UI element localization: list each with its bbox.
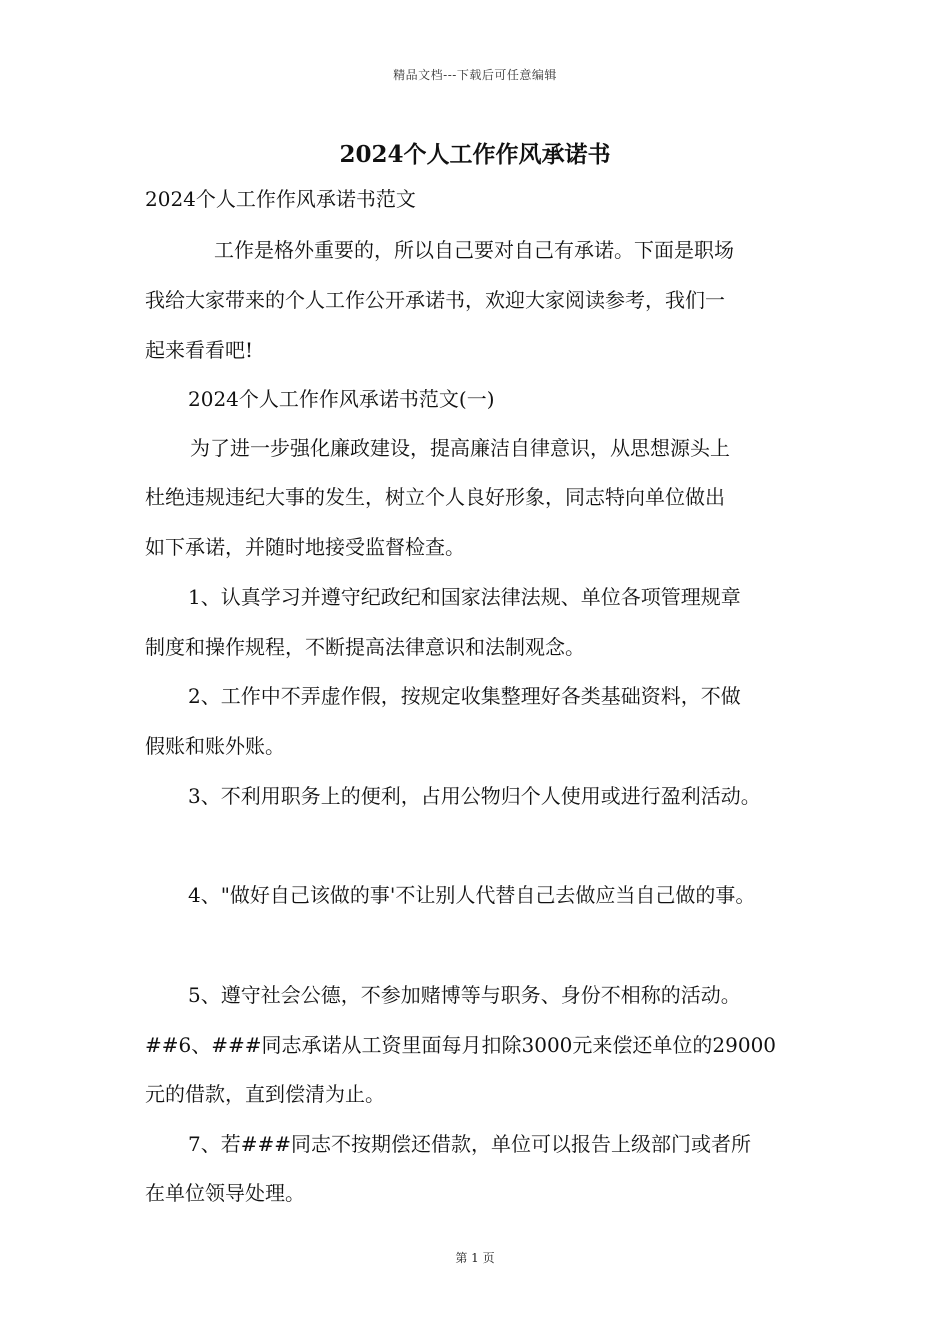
body-line: 假账和账外账。	[145, 734, 285, 758]
body-line: 1、认真学习并遵守纪政纪和国家法律法规、单位各项管理规章	[188, 585, 741, 609]
body-line: 为了进一步强化廉政建设，提高廉洁自律意识，从思想源头上	[190, 436, 730, 460]
body-line: 我给大家带来的个人工作公开承诺书，欢迎大家阅读参考，我们一	[145, 288, 725, 312]
body-line: 4、"做好自己该做的事'不让别人代替自己去做应当自己做的事。	[188, 883, 756, 907]
body-line: 杜绝违规违纪大事的发生，树立个人良好形象，同志特向单位做出	[145, 485, 725, 509]
body-line: 2024个人工作作风承诺书范文	[145, 187, 416, 211]
body-line: 元的借款，直到偿清为止。	[145, 1082, 385, 1106]
body-line: 7、若###同志不按期偿还借款，单位可以报告上级部门或者所	[188, 1132, 751, 1156]
body-line: 2、工作中不弄虚作假，按规定收集整理好各类基础资料，不做	[188, 684, 741, 708]
page-number: 第 1 页	[455, 1251, 495, 1265]
body-line: 如下承诺，并随时地接受监督检查。	[145, 535, 465, 559]
body-line: 起来看看吧!	[145, 338, 254, 362]
body-line: 3、不利用职务上的便利，占用公物归个人使用或进行盈利活动。	[188, 784, 761, 808]
body-line: ##6、###同志承诺从工资里面每月扣除3000元来偿还单位的29000	[145, 1033, 777, 1057]
body-line: 5、遵守社会公德，不参加赌博等与职务、身份不相称的活动。	[188, 983, 741, 1007]
body-line: 在单位领导处理。	[145, 1181, 305, 1205]
document-title: 2024个人工作作风承诺书	[339, 141, 611, 168]
page-header: 精品文档---下载后可任意编辑	[393, 68, 557, 82]
body-line: 制度和操作规程，不断提高法律意识和法制观念。	[145, 635, 585, 659]
body-line: 2024个人工作作风承诺书范文(一)	[188, 387, 495, 411]
body-line: 工作是格外重要的，所以自己要对自己有承诺。下面是职场	[214, 238, 734, 262]
